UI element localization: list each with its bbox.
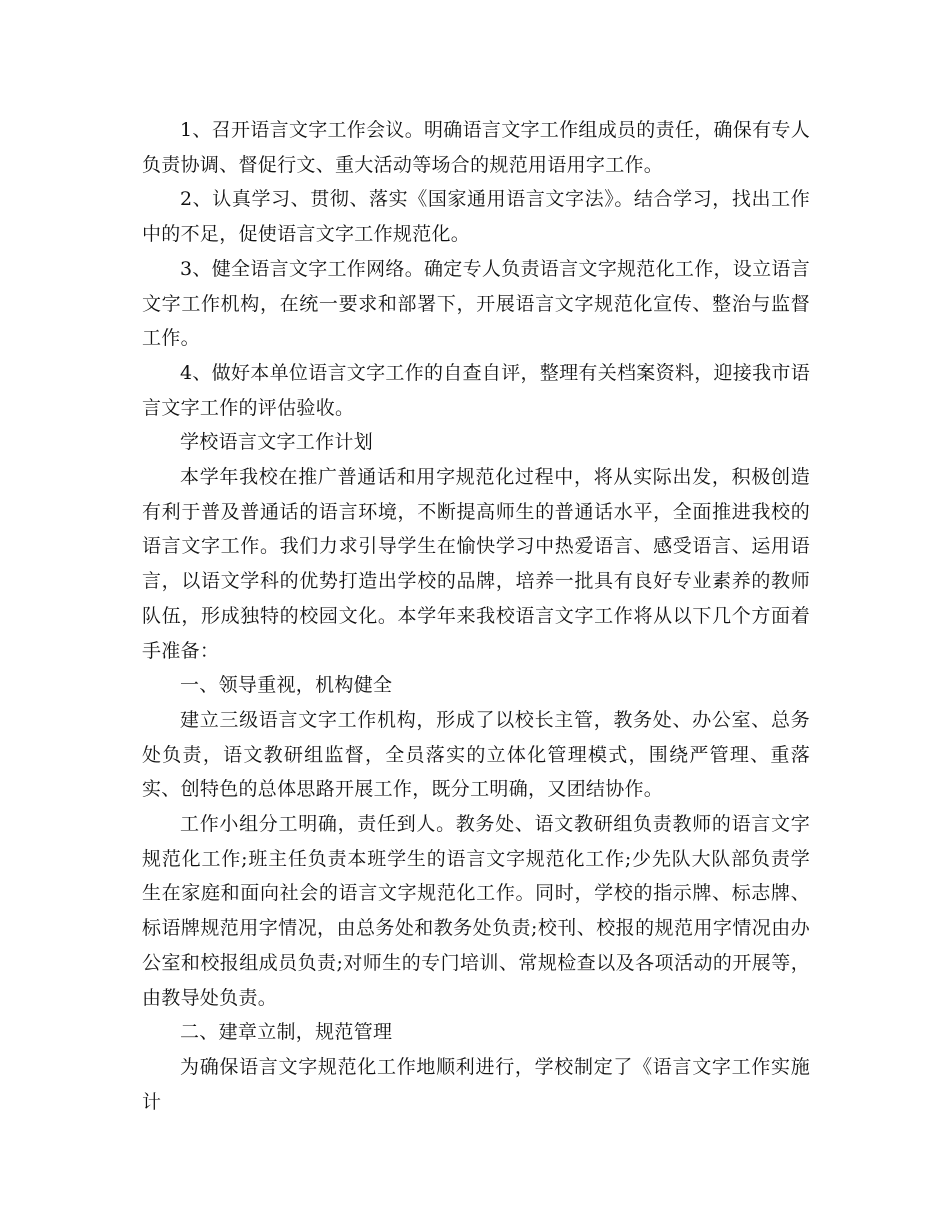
paragraph-network: 3、健全语言文字工作网络。确定专人负责语言文字规范化工作，设立语言文字工作机构，在统一要求和部署下，开展语言文字规范化宣传、整治与监督工作。 [142, 257, 810, 350]
section-heading-leadership: 一、领导重视，机构健全 [180, 674, 393, 697]
section-heading-rules: 二、建章立制，规范管理 [180, 1021, 393, 1044]
paragraph-study-law: 2、认真学习、贯彻、落实《国家通用语言文字法》。结合学习，找出工作中的不足，促使语言文字工作规范化。 [142, 188, 810, 246]
paragraph-self-check: 4、做好本单位语言文字工作的自查自评，整理有关档案资料，迎接我市语言文字工作的评估验收。 [142, 361, 810, 419]
paragraph-organization: 建立三级语言文字工作机构，形成了以校长主管，教务处、办公室、总务处负责，语文教研组监督，全员落实的立体化管理模式，围绕严管理、重落实、创特色的总体思路开展工作，既分工明确，又团结协作。 [142, 708, 810, 801]
paragraph-meeting: 1、召开语言文字工作会议。明确语言文字工作组成员的责任，确保有专人负责协调、督促行文、重大活动等场合的规范用语用字工作。 [142, 119, 810, 176]
document-body [142, 113, 810, 1119]
paragraph-rules-intro: 为确保语言文字规范化工作地顺利进行，学校制定了《语言文字工作实施计 [142, 1055, 810, 1113]
section-heading-plan: 学校语言文字工作计划 [180, 431, 374, 454]
paragraph-responsibilities: 工作小组分工明确，责任到人。教务处、语文教研组负责教师的语言文字规范化工作;班主任负责本班学生的语言文字规范化工作;少先队大队部负责学生在家庭和面向社会的语言文字规范化工作。同时，学校的指示牌、标志牌、标语牌规范用字情况，由总务处和教务处负责;校刊、校报的规范用字情况由办公室和校报组成员负责;对师生的专门培训、常规检查以及各项活动的开展等，由教导处负责。 [142, 813, 810, 1009]
paragraph-intro: 本学年我校在推广普通话和用字规范化过程中，将从实际出发，积极创造有利于普及普通话的语言环境，不断提高师生的普通话水平，全面推进我校的语言文字工作。我们力求引导学生在愉快学习中热爱语言、感受语言、运用语言，以语文学科的优势打造出学校的品牌，培养一批具有良好专业素养的教师队伍，形成独特的校园文化。本学年来我校语言文字工作将从以下几个方面着手准备： [142, 466, 810, 662]
